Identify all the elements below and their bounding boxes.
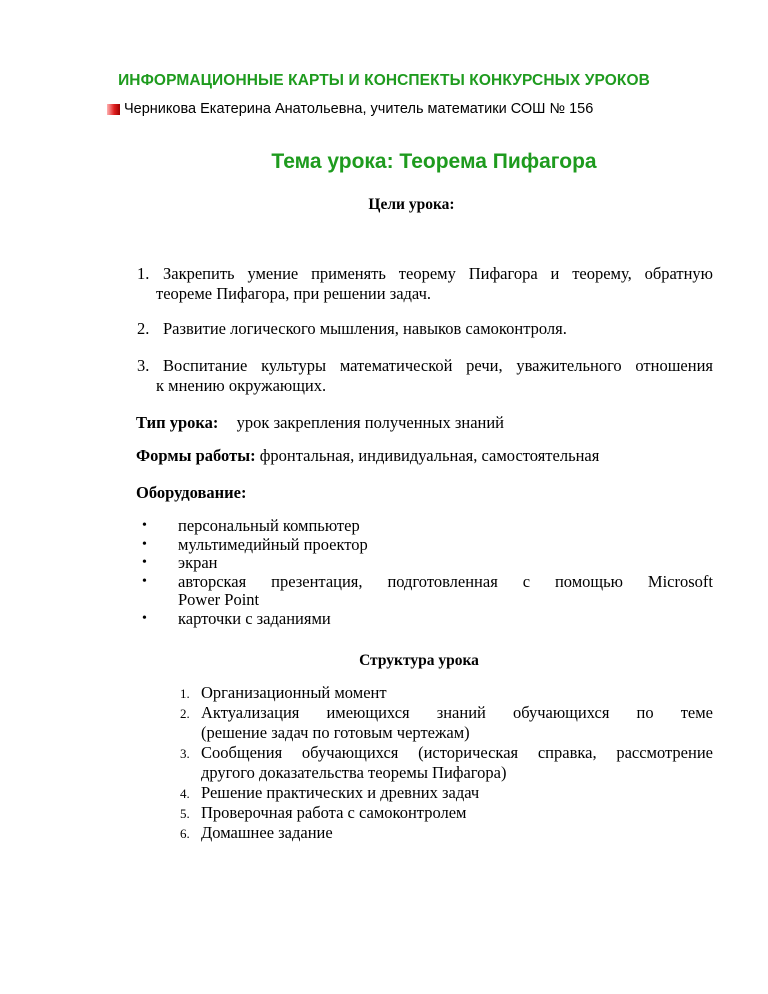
goal-item-3: 3. Воспитание культуры математической речи, уважительного отношения к мнению окружающих.	[137, 356, 713, 395]
structure-item: 6. Домашнее задание	[180, 823, 333, 842]
structure-list	[180, 683, 713, 843]
equipment-list	[136, 517, 713, 628]
lesson-type-value: урок закрепления полученных знаний	[236, 413, 505, 432]
equipment-item: • авторская презентация, подготовленная с помощью Microsoft Power Point	[142, 571, 713, 609]
structure-item: 5. Проверочная работа с самоконтролем	[180, 803, 467, 822]
goal-1-line2: теореме Пифагора, при решении задач.	[156, 284, 432, 303]
structure-item: 4. Решение практических и древних задач	[180, 783, 480, 802]
structure-item: 2. Актуализация имеющихся знаний обучающихся по теме (решение задач по готовым чертежам)	[180, 703, 713, 742]
goal-item-1: 1. Закрепить умение применять теорему Пифагора и теорему, обратную теореме Пифагора, при решении задач.	[137, 264, 713, 303]
work-forms	[136, 446, 599, 466]
goal-3-line2: к мнению окружающих.	[156, 376, 327, 395]
equipment-item: • экран	[142, 553, 218, 572]
equipment-item: • карточки с заданиями	[142, 608, 331, 628]
equipment-item: • персональный компьютер	[142, 516, 360, 535]
bullet-icon: •	[142, 573, 147, 589]
header-title: ИНФОРМАЦИОННЫЕ КАРТЫ И КОНСПЕКТЫ КОНКУРСНЫХ УРОКОВ	[118, 72, 650, 89]
goals-heading: Цели урока:	[368, 196, 455, 213]
structure-item: 3. Сообщения обучающихся (историческая справка, рассмотрение другого доказательства теоремы Пифагора)	[180, 743, 713, 782]
lesson-topic: Тема урока: Теорема Пифагора	[271, 150, 597, 173]
bullet-icon: •	[142, 518, 147, 533]
author-line	[107, 101, 593, 117]
bullet-icon: •	[142, 555, 147, 570]
equipment-item: • мультимедийный проектор	[142, 534, 368, 554]
goal-1-line1: Закрепить умение применять теорему Пифагора и теорему, обратную	[163, 264, 713, 283]
goal-3-line1: Воспитание культуры математической речи, уважительного отношения	[163, 356, 713, 375]
bullet-icon: •	[142, 610, 147, 626]
equipment-label: Оборудование:	[136, 483, 247, 502]
red-square-bullet-icon	[107, 104, 120, 115]
work-forms-label: Формы работы:	[136, 446, 256, 465]
structure-heading: Структура урока	[359, 652, 479, 669]
author-text: Черникова Екатерина Анатольевна, учитель математики СОШ № 156	[124, 101, 594, 117]
lesson-type	[136, 413, 504, 433]
bullet-icon: •	[142, 536, 147, 552]
goal-item-2: 2. Развитие логического мышления, навыков самоконтроля.	[137, 319, 713, 339]
work-forms-value: фронтальная, индивидуальная, самостоятельная	[259, 446, 600, 465]
lesson-type-label: Тип урока:	[136, 413, 219, 432]
goal-2-line1: Развитие логического мышления, навыков самоконтроля.	[163, 319, 567, 338]
structure-item: 1. Организационный момент	[180, 683, 387, 702]
